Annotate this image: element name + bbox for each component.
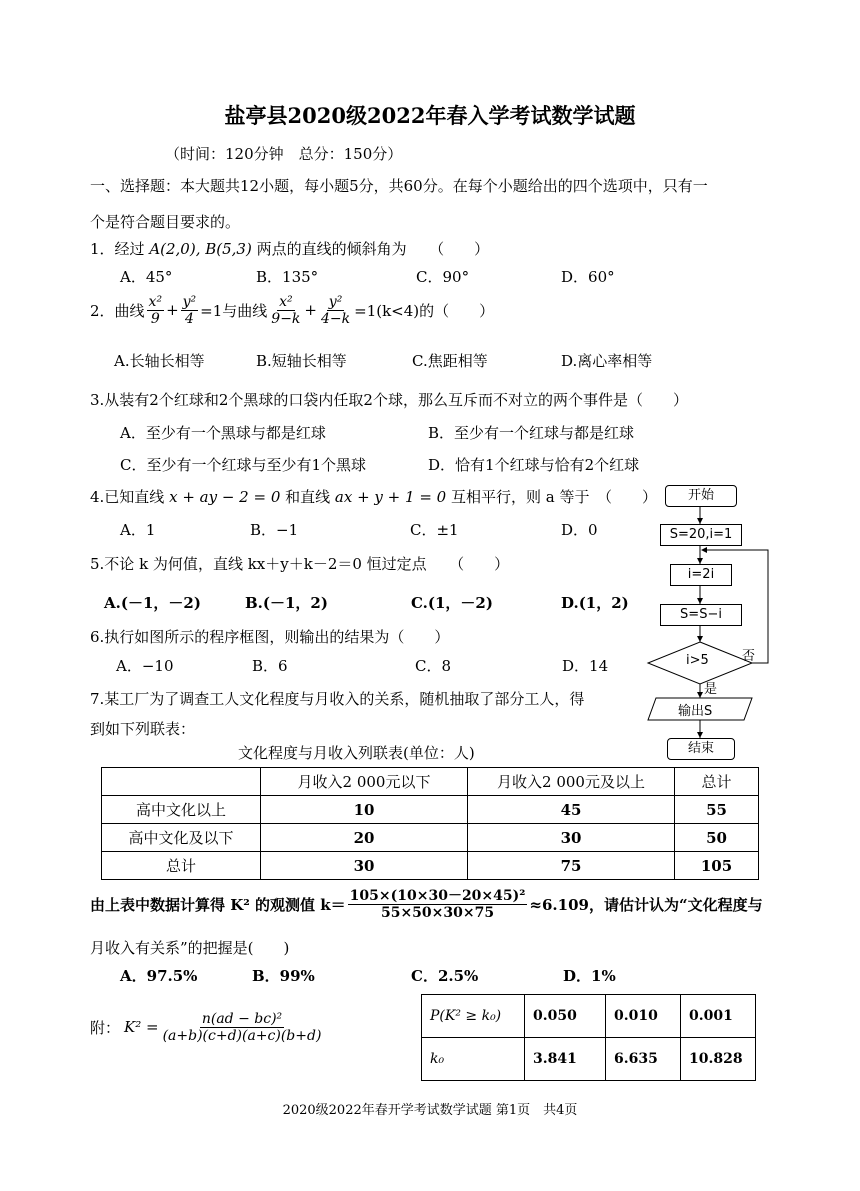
question-1 [90, 238, 489, 259]
q4-option-d: D．0 [561, 521, 598, 539]
table-cell: 30 [468, 824, 675, 852]
q2-pre: 2．曲线 [90, 301, 145, 320]
table-cell: P(K² ≥ k₀) [422, 995, 525, 1038]
table-cell: 20 [261, 824, 468, 852]
q1-points: A(2,0), B(5,3) [149, 240, 252, 258]
q4-eq1: x + ay − 2 = 0 [169, 488, 281, 506]
q4-option-b: B．−1 [250, 521, 299, 539]
table-cell: 0.050 [525, 995, 606, 1038]
q1-text-pre: 1．经过 [90, 240, 150, 258]
appendix-formula [90, 1003, 325, 1051]
table-header-row [102, 768, 759, 796]
q3-option-c: C．至少有一个红球与至少有1个黑球 [120, 456, 367, 474]
flowchart-yes-label: 是 [704, 682, 718, 697]
q4-mid: 和直线 [280, 488, 335, 506]
critical-value-table [421, 994, 756, 1081]
question-4 [90, 486, 657, 507]
q5-option-d: D.(1，2) [561, 594, 629, 612]
table-cell: 50 [675, 824, 759, 852]
q2-post: =1(k<4)的（ ） [354, 301, 495, 320]
q4-eq2: ax + y + 1 = 0 [334, 488, 447, 506]
table-header-cell [102, 768, 261, 796]
q1-text-post: 两点的直线的倾斜角为 （ ） [251, 240, 490, 258]
question-7-line1: 7.某工厂为了调查工人文化程度与月收入的关系，随机抽取了部分工人，得 [90, 690, 585, 708]
q7-option-b: B．99% [252, 967, 315, 985]
q3-option-d: D．恰有1个红球与恰有2个红球 [428, 456, 640, 474]
table-cell: 高中文化以上 [102, 796, 261, 824]
section-heading-line1: 一、选择题：本大题共12小题，每小题5分，共60分。在每个小题给出的四个选项中，只有一 [90, 177, 708, 195]
q1-option-c: C．90° [416, 268, 470, 286]
page-footer: 2020级2022年春开学考试数学试题 第1页 共4页 [282, 1103, 578, 1118]
table-cell: k₀ [422, 1038, 525, 1081]
q6-option-c: C．8 [415, 657, 452, 675]
table-cell: 0.001 [681, 995, 756, 1038]
table-cell: 3.841 [525, 1038, 606, 1081]
q2-frac-4: $\frac{\text{y²}}{4-k}$ [321, 293, 351, 327]
flowchart-output: 输出S [678, 704, 713, 719]
q2-option-a: A.长轴长相等 [114, 352, 205, 370]
table-cell: 10.828 [681, 1038, 756, 1081]
q7-calculation [90, 882, 763, 926]
formula-fraction [161, 1011, 324, 1044]
section-heading-line2: 个是符合题目要求的。 [90, 213, 241, 231]
table-header-cell: 总计 [675, 768, 759, 796]
flowchart-step-i: i=2i [670, 564, 732, 586]
q2-frac-1: $\frac{\text{x²}}{9}$ [148, 293, 163, 327]
q4-pre: 4.已知直线 [90, 488, 170, 506]
q6-option-d: D．14 [562, 657, 609, 675]
flowchart-end: 结束 [667, 738, 735, 760]
q2-option-c: C.焦距相等 [412, 352, 488, 370]
table-cell: 总计 [102, 852, 261, 880]
q7-line3: 月收入有关系”的把握是( ) [90, 939, 290, 957]
q3-option-b: B．至少有一个红球与都是红球 [428, 424, 635, 442]
q2-option-b: B.短轴长相等 [256, 352, 347, 370]
table-cell: 10 [261, 796, 468, 824]
table-cell: 6.635 [606, 1038, 681, 1081]
q4-post: 互相平行，则 a 等于 （ ） [446, 488, 657, 506]
q7-option-d: D．1% [563, 967, 616, 985]
table-cell: 55 [675, 796, 759, 824]
q5-option-b: B.(－1，2) [245, 594, 328, 612]
question-2: 2．曲线 $\frac{\text{x²}}{9}$ + $\frac{\text{y²}}{4}$ =1与曲线 $\frac{\text{x²}}{9-k}$ + $\frac{\text{y²}}{4-k}$ =1(k<4)的（ ） [90, 293, 495, 327]
flowchart-step-s: S=S−i [660, 604, 742, 626]
q1-option-b: B．135° [256, 268, 319, 286]
table-header-cell: 月收入2 000元及以上 [468, 768, 675, 796]
table-cell: 75 [468, 852, 675, 880]
question-3: 3.从装有2个红球和2个黑球的口袋内任取2个球，那么互斥而不对立的两个事件是（ ） [90, 391, 688, 409]
table-row [102, 796, 759, 824]
q2-frac-3: $\frac{\text{x²}}{9-k}$ [271, 293, 301, 327]
table-row [422, 1038, 756, 1081]
table-cell: 高中文化及以下 [102, 824, 261, 852]
exam-info: （时间：120分钟 总分：150分） [165, 145, 403, 163]
table-caption: 文化程度与月收入列联表(单位：人) [238, 744, 475, 762]
q7-option-c: C．2.5% [411, 967, 479, 985]
q7-calc-pre: 由上表中数据计算得 K² 的观测值 k＝ [90, 895, 346, 914]
question-7-line2: 到如下列联表： [90, 720, 196, 738]
q7-option-a: A．97.5% [120, 967, 198, 985]
table-row [102, 852, 759, 880]
q7-calc-denominator: 55×50×30×75 [380, 904, 495, 921]
flowchart-condition: i>5 [686, 653, 709, 668]
q4-option-c: C．±1 [410, 521, 459, 539]
question-5: 5.不论 k 为何值，直线 kx＋y＋k－2＝0 恒过定点 （ ） [90, 555, 510, 573]
formula-lhs: K² = [124, 1018, 159, 1036]
flowchart-start: 开始 [665, 485, 737, 507]
q7-calc-post: ≈6.109，请估计认为“文化程度与 [529, 895, 763, 914]
q2-mid: =1与曲线 [200, 301, 268, 320]
q2-option-d: D.离心率相等 [561, 352, 653, 370]
q4-option-a: A．1 [120, 521, 156, 539]
appendix-label: 附： [90, 1018, 121, 1037]
table-cell: 30 [261, 852, 468, 880]
table-row [422, 995, 756, 1038]
q5-option-c: C.(1，－2) [411, 594, 493, 612]
q7-calc-numerator: 105×(10×30－20×45)² [349, 887, 526, 904]
q5-option-a: A.(－1，－2) [104, 594, 201, 612]
question-6: 6.执行如图所示的程序框图，则输出的结果为（ ） [90, 628, 450, 646]
table-cell: 45 [468, 796, 675, 824]
flowchart-no-label: 否 [742, 649, 756, 664]
q1-option-d: D．60° [561, 268, 615, 286]
q1-option-a: A．45° [120, 268, 173, 286]
q6-option-a: A．−10 [116, 657, 174, 675]
q3-option-a: A．至少有一个黑球与都是红球 [120, 424, 326, 442]
table-header-cell: 月收入2 000元以下 [261, 768, 468, 796]
table-row [102, 824, 759, 852]
flowchart-init: S=20,i=1 [660, 524, 742, 546]
table-cell: 105 [675, 852, 759, 880]
q6-option-b: B．6 [252, 657, 288, 675]
table-cell: 0.010 [606, 995, 681, 1038]
formula-numerator: n(ad − bc)² [201, 1010, 283, 1027]
formula-denominator: (a+b)(c+d)(a+c)(b+d) [162, 1027, 322, 1044]
q2-frac-2: $\frac{\text{y²}}{4}$ [182, 293, 197, 327]
contingency-table [101, 767, 759, 880]
q7-calc-fraction [348, 888, 528, 921]
page-title: 盐亭县2020级2022年春入学考试数学试题 [224, 103, 636, 128]
